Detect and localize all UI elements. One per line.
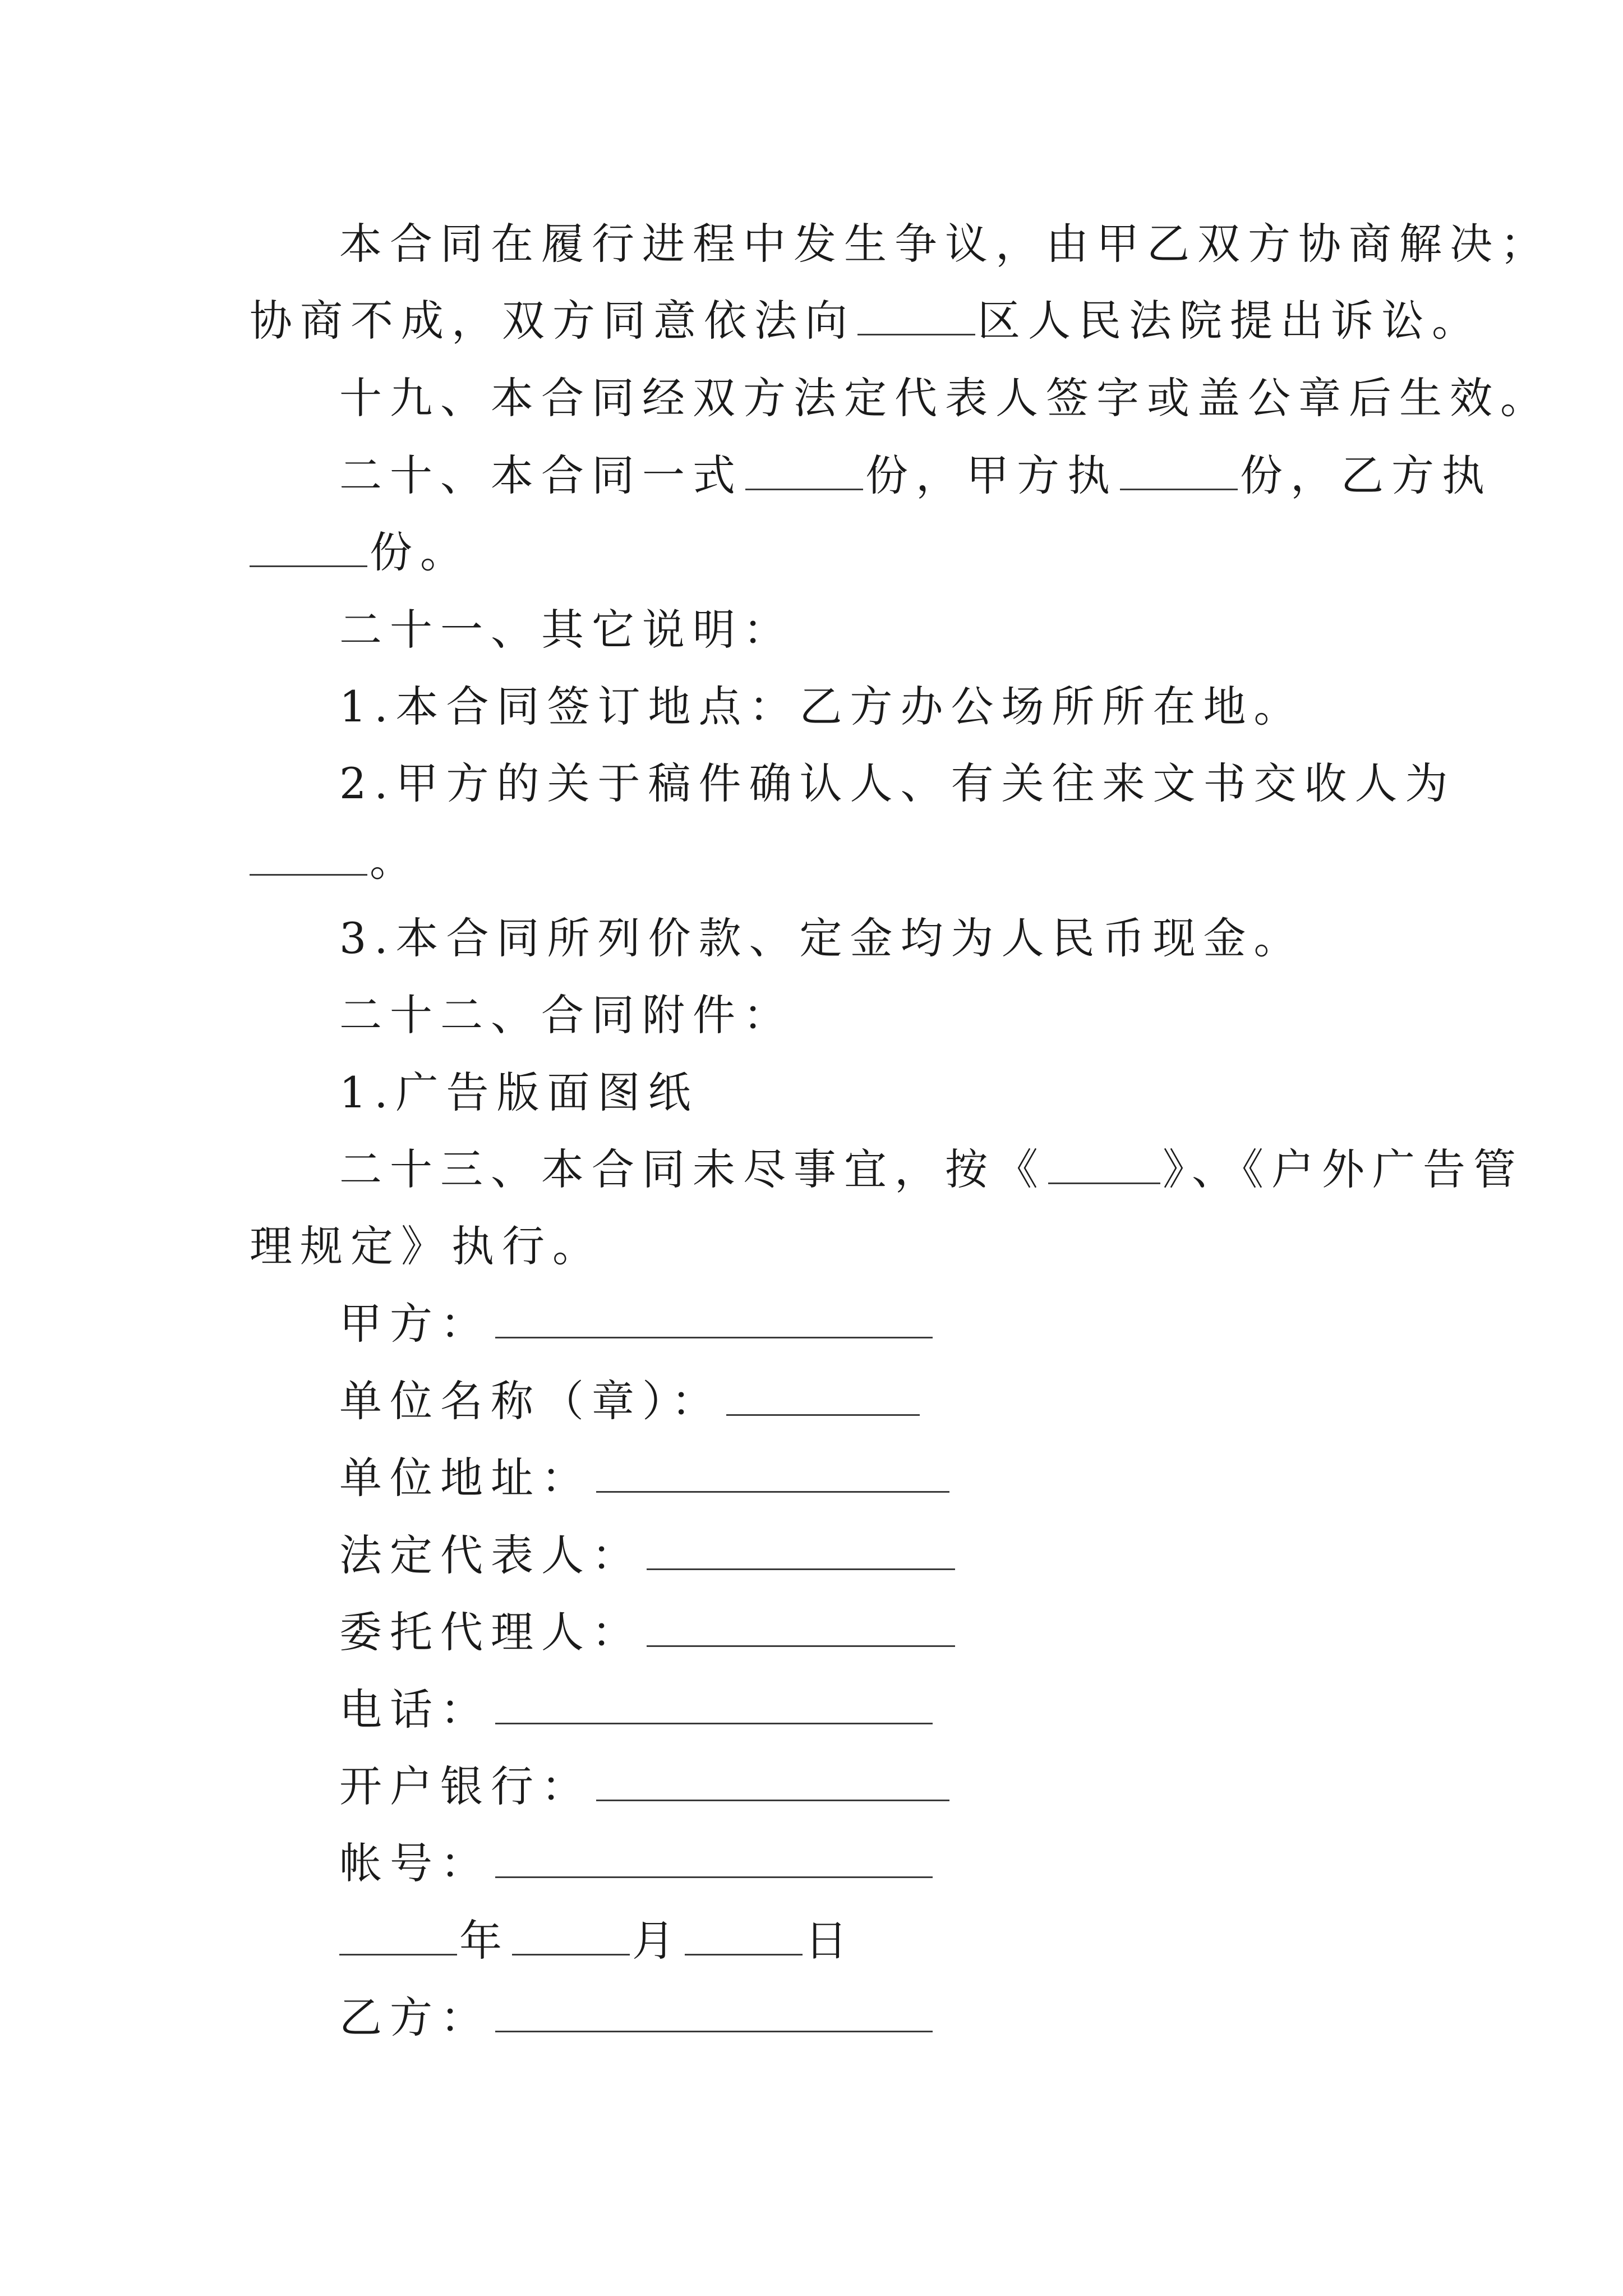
blank-day xyxy=(685,1915,803,1955)
text: 》、《户外广告管 xyxy=(1163,1144,1524,1194)
text: 协商不成，双方同意依法向 xyxy=(250,296,855,346)
paragraph-dispute-line1 xyxy=(339,216,1551,272)
party-b-label: 乙方： xyxy=(339,1993,491,2042)
party-a-row xyxy=(339,1296,1489,1352)
legal-rep-field xyxy=(647,1529,955,1570)
blank-month xyxy=(512,1915,630,1955)
paragraph-clause-20-line1 xyxy=(339,448,1492,504)
paragraph-clause-23-line1 xyxy=(339,1142,1524,1198)
text: 十九、本合同经双方法定代表人签字或盖公章后生效。 xyxy=(339,373,1551,423)
paragraph-item-1 xyxy=(339,679,1489,735)
blank-court xyxy=(857,295,975,335)
text: 1.本合同签订地点：乙方办公场所所在地。 xyxy=(339,682,1304,731)
text: 2.甲方的关于稿件确认人、有关往来文书交收人为 xyxy=(339,758,1456,808)
blank-regulation xyxy=(1048,1143,1160,1184)
blank-copies-total xyxy=(745,449,863,490)
party-a-address-row xyxy=(339,1450,1489,1506)
party-a-field xyxy=(495,1297,933,1338)
text: 。 xyxy=(370,836,420,886)
party-a-label: 甲方： xyxy=(339,1299,491,1349)
text: 本合同在履行进程中发生争议，由甲乙双方协商解决； xyxy=(339,219,1551,269)
party-a-agent-row xyxy=(339,1604,1489,1660)
account-field xyxy=(495,1837,933,1878)
agent-label: 委托代理人： xyxy=(339,1607,642,1657)
bank-label: 开户银行： xyxy=(339,1761,592,1811)
company-name-label: 单位名称（章）： xyxy=(339,1376,722,1426)
text: 3.本合同所列价款、定金均为人民币现金。 xyxy=(339,913,1304,963)
phone-field xyxy=(495,1683,933,1724)
paragraph-item-3 xyxy=(339,910,1489,967)
text: 1.广告版面图纸 xyxy=(339,1068,699,1117)
party-a-company-row xyxy=(339,1373,1489,1429)
blank-copies-party-a xyxy=(1120,449,1238,490)
text: 区人民法院提出诉讼。 xyxy=(978,296,1482,346)
month-label: 月 xyxy=(632,1916,683,1966)
paragraph-clause-19 xyxy=(339,370,1551,426)
party-b-field xyxy=(495,1991,933,2032)
date-row xyxy=(339,1913,1489,1969)
text: 理规定》执行。 xyxy=(250,1221,603,1271)
party-a-phone-row xyxy=(339,1682,1489,1738)
paragraph-clause-23-line2 xyxy=(250,1218,1399,1274)
text: 二十、本合同一式 xyxy=(339,450,743,500)
phone-label: 电话： xyxy=(339,1685,491,1734)
blank-copies-party-b xyxy=(250,526,367,567)
legal-rep-label: 法定代表人： xyxy=(339,1530,642,1580)
address-label: 单位地址： xyxy=(339,1453,592,1503)
party-a-bank-row xyxy=(339,1759,1489,1815)
paragraph-dispute-line2 xyxy=(250,293,1482,349)
account-label: 帐号： xyxy=(339,1838,491,1888)
blank-year xyxy=(339,1915,457,1955)
party-b-row xyxy=(339,1990,1489,2046)
paragraph-clause-22 xyxy=(339,987,1489,1043)
paragraph-item-2-line1 xyxy=(339,756,1489,812)
text: 份。 xyxy=(370,527,471,577)
blank-recipient xyxy=(250,835,367,876)
text: 二十一、其它说明： xyxy=(339,605,794,655)
bank-field xyxy=(596,1760,949,1801)
paragraph-clause-20-line2 xyxy=(250,524,1399,581)
company-name-field xyxy=(726,1375,920,1416)
year-label: 年 xyxy=(459,1916,510,1966)
day-label: 日 xyxy=(805,1916,855,1966)
text: 二十三、本合同未尽事宜，按《 xyxy=(339,1144,1046,1194)
party-a-legal-rep-row xyxy=(339,1527,1489,1584)
agent-field xyxy=(647,1606,955,1647)
text: 份，甲方执 xyxy=(865,450,1118,500)
paragraph-item-2-line2 xyxy=(250,833,1399,889)
paragraph-clause-21 xyxy=(339,602,1489,658)
address-field xyxy=(596,1452,949,1493)
text: 份，乙方执 xyxy=(1240,450,1492,500)
party-a-account-row xyxy=(339,1835,1489,1892)
text: 二十二、合同附件： xyxy=(339,990,794,1040)
paragraph-attachment-1 xyxy=(339,1065,1489,1121)
